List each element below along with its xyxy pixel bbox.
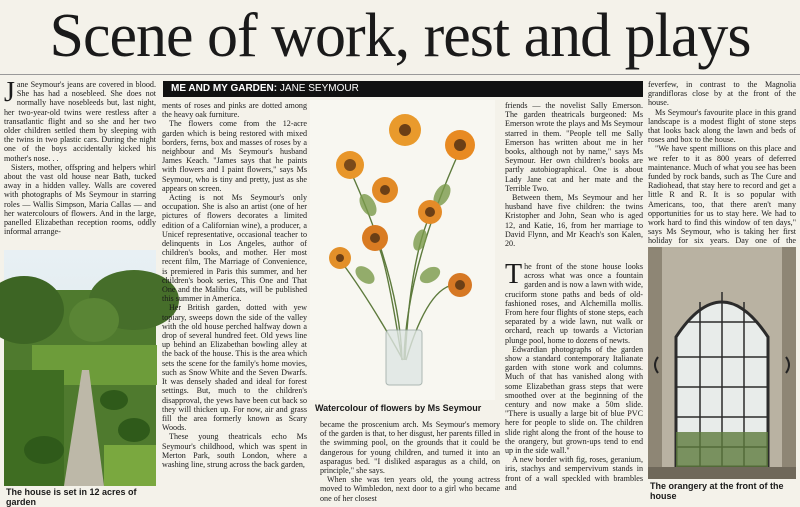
headline: Scene of work, rest and plays [49,2,751,70]
banner-label: ME AND MY GARDEN: [171,83,278,94]
paragraph: "We have spent millions on this place and we refer to it as 800 years of deferred maintenance. Much of what you see has been funded by rock bands, such as The Cure and Radiohead, that stay here to record and get a little R and R. It is so popular with Americans, too, that there aren't many opportunities for us to stay here. We had to work hard to find this window of ten days," says Ms Seymour, who is taking her first holiday for six years. Day one of the [648,144,796,246]
column-3 [320,420,500,503]
paragraph: Jane Seymour's jeans are covered in blood. She has had a nosebleed. She does not normally have nosebleeds but, last night, her two-year-old twins were restless after a transatlantic flight and so she and her two older children settled them by sleeping with the twins in two plastic cars. During the night one of the boys accidentally kicked his mother's nose. . . [4,77,156,163]
paragraph: Acting is not Ms Seymour's only occupation. She is also an artist (one of her pictures of flowers decorates a limited edition of a Californian wine), a producer, a Unicef representative, occasional teacher to delinquents in Los Angeles, author of children's books, and mother. Her most recent film, The Marriage of Convenience, is premiered in Paris this summer, and her children's book series, This One and That One and the Malibu Cats, will be published this summer in America. [162,193,307,304]
paragraph: The front of the stone house looks across what was once a fountain garden and is now a lawn with wide, cruciform stone paths and beds of old-fashioned roses, and Alchemilla mollis. From here four flights of stone steps, each separated by a wide lawn, nut walk or orchard, reach up towards a Victorian plunge pool, home to dozens of newts. [505,259,643,345]
orangery-photo [648,247,796,479]
column-4a [505,101,643,257]
column-1 [4,77,156,246]
column-5 [648,80,796,246]
paragraph: A new border with fig, roses, geranium, iris, stachys and sempervivum stands in front of a wall speckled with brambles and [505,455,643,492]
paragraph: Edwardian photographs of the garden show a standard contemporary Italianate garden with stone work and columns. Much of that has vanished along with some Elizabethan grass steps that were smoothed over at the beginning of the century and now make a 50m slide. "There is usually a large bit of blue PVC here for people to slide on. The children slide right along the front of the house to the orangery, but grown-ups tend to end up in the side wall." [505,344,643,456]
dropcap: J [4,77,15,108]
paragraph: Ms Seymour's favourite place in this grand landscape is a modest flight of stone steps that looks back along the lawn and beds of roses and box to the house. [648,107,796,145]
banner-name: JANE SEYMOUR [279,83,359,94]
section-banner [163,81,643,97]
paragraph: became the proscenium arch. Ms Seymour's memory of the garden is that, to her disgust, her parents filled in the swimming pool, on the grounds that it could be dangerous for young children, and turned it into an asparagus bed. "I disliked asparagus as a child, on principle," she says. [320,420,500,476]
caption-orangery: The orangery at the front of the house [650,481,784,501]
sunflower-icon [336,151,364,179]
garden-photo [4,250,156,486]
paragraph: Her British garden, dotted with yew topiary, sweeps down the side of the valley with the old house perched halfway down a drop of several hundred feet. Old yews line up behind an Elizabethan bowling alley at the back of the house. This is the area which sets the scene for the family's home movies, such as Snow White and the Seven Dwarfs. It was densely shaded and ideal for forest settings. But, much to the children's disapproval, the yews have been cut back so they will thicken up. For now, air and grass fill the area formerly known as Scary Woods. [162,303,307,433]
caption-flowers: Watercolour of flowers by Ms Seymour [315,403,482,413]
paragraph: When she was ten years old, the young actress moved to Wimbledon, next door to a girl who became one of her closest [320,475,500,503]
column-2 [162,101,307,499]
dropcap: T [505,259,523,290]
paragraph: feverfew, in contrast to the Magnolia grandifloras close by at the front of the house. [648,80,796,108]
caption-garden: The house is set in 12 acres of garden [6,487,137,507]
column-4b [505,259,643,500]
paragraph: The flowers come from the 12-acre garden which is being restored with mixed borders, ferns, box and masses of roses by a neighbour and Ms Seymour's husband James Keach. "James says that he paints with flowers and I paint flowers," says Ms Seymour, who is tiny and pretty, just as she appears on screen. [162,119,307,193]
paragraph: friends — the novelist Sally Emerson. The garden theatricals burgeoned: Ms Emerson wrote the plays and Ms Seymour starred in them. "People tell me Sally Emerson has written about me in her books, although not by name," says Ms Seymour. Her own children's books are partly autobiographical. One is about Lady Jane cat and her mate and the Terrible Two. [505,101,643,193]
paragraph: Between them, Ms Seymour and her husband have five children: the twins Kristopher and John, Sean who is aged 12, and Katie, 16, from her marriage to David Flynn, and Mr Keach's son Kalen, 20. [505,193,643,249]
paragraph: These young theatricals echo Ms Seymour's childhood, which was spent in Merton Park, south London, where a washing line, strung across the back garden, [162,432,307,469]
headline-rule [0,74,800,75]
paragraph: Sisters, mother, offspring and helpers whirl about the vast old house near Bath, tucked away in a hidden valley. Walls are covered with photographs of Ms Seymour in starring roles — Wallis Simpson, Maria Callas — and her watercolours of flowers. And in the large, panelled Elizabethan reception rooms, oddly informal arrange- [4,162,156,237]
paragraph: ments of roses and pinks are dotted among the heavy oak furniture. [162,101,307,120]
watercolour-illustration [310,100,495,400]
